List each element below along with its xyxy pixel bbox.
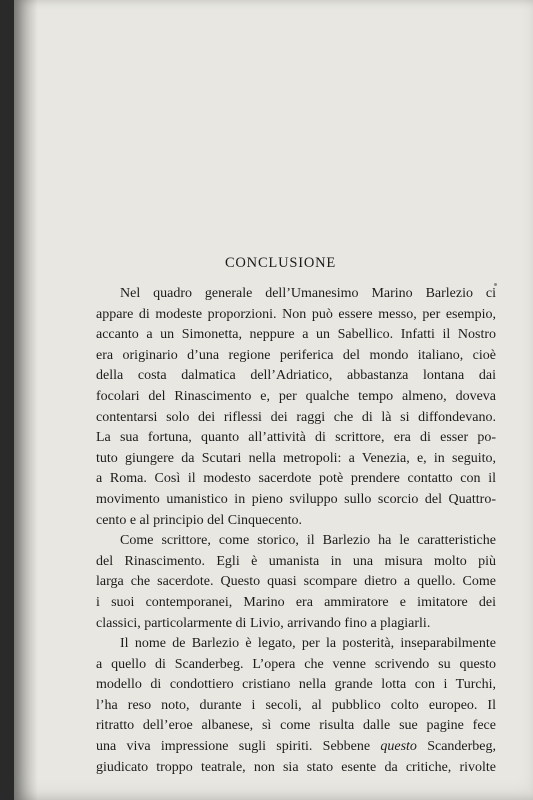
- text-line: contentarsi solo dei riflessi dei raggi che di là si diffondevano.: [96, 409, 496, 425]
- text-line: larga che sacerdote. Questo quasi scompare dietro a quello. Come: [96, 574, 496, 590]
- text-line: ritratto dell’eroe albanese, sì come risulta dalle sue pagine fece: [96, 718, 496, 734]
- text-line: Come scrittore, come storico, il Barlezio ha le caratteristiche: [120, 533, 496, 549]
- book-spine-shadow: [14, 0, 38, 800]
- text-line: classici, particolarmente di Livio, arrivando fino a plagiarli.: [96, 615, 431, 631]
- text-line: una viva impressione sugli spiriti. Sebbene questo Scanderbeg,: [96, 739, 497, 755]
- paragraph-2: [96, 531, 496, 634]
- text-line: cento e al principio del Cinquecento.: [96, 512, 303, 528]
- text-line: Nel quadro generale dell’Umanesimo Marino Barlezio ci: [120, 286, 496, 301]
- paragraph-3: [96, 634, 496, 778]
- text-line: accanto a un Simonetta, neppure a un Sabellico. Infatti il Nostro: [96, 327, 496, 343]
- text-line: giudicato troppo teatrale, non sia stato esente da critiche, rivolte: [96, 759, 496, 775]
- body-text: [96, 284, 496, 778]
- text-line: appare di modeste proporzioni. Non può essere messo, per esempio,: [96, 306, 496, 322]
- text-line: modello di condottiero cristiano nella grande lotta con i Turchi,: [96, 677, 496, 693]
- chapter-heading: CONCLUSIONE: [224, 255, 337, 271]
- text-line: movimento umanistico in pieno sviluppo sullo scorcio del Quattro-: [96, 491, 496, 507]
- text-line: era originario d’una regione periferica del mondo italiano, cioè: [96, 347, 496, 363]
- text-line: a Roma. Così il modesto sacerdote potè prendere contatto con il: [96, 471, 496, 487]
- text-line: Il nome de Barlezio è legato, per la posterità, inseparabilmente: [120, 636, 496, 652]
- paragraph-1: [96, 284, 496, 531]
- text-line: tuto giungere da Scutari nella metropoli: a Venezia, e, in seguito,: [96, 450, 496, 466]
- text-line: a quello di Scanderbeg. L’opera che venne scrivendo su questo: [96, 656, 496, 672]
- text-line: della costa dalmatica dell’Adriatico, abbastanza lontana dai: [96, 368, 496, 384]
- emphasized-word: questo: [380, 739, 417, 755]
- book-page: [14, 0, 533, 800]
- text-line: i suoi contemporanei, Marino era ammiratore e imitatore dei: [96, 594, 496, 610]
- paper-speck: [494, 283, 497, 286]
- text-line: del Rinascimento. Egli è umanista in una misura molto più: [96, 553, 496, 569]
- text-line: La sua fortuna, quanto all’attività di scrittore, era di esser po-: [96, 430, 496, 446]
- text-line: focolari del Rinascimento e, per qualche tempo almeno, doveva: [96, 388, 496, 404]
- text-line: l’ha reso noto, durante i secoli, al pubblico colto europeo. Il: [96, 697, 496, 713]
